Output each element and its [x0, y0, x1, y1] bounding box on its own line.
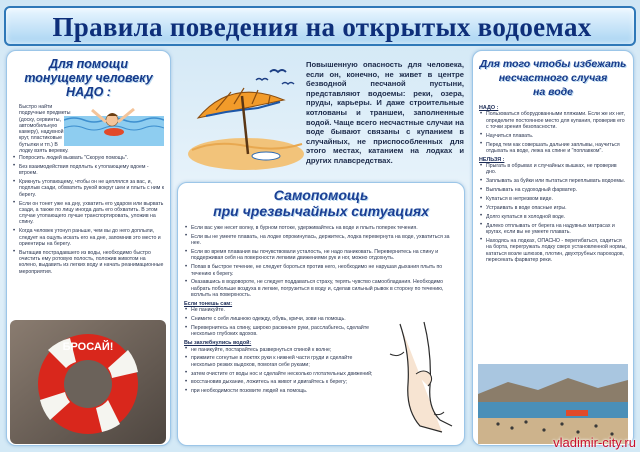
nado-list [479, 111, 627, 154]
center-sublist-2 [184, 347, 376, 395]
list-item: • Заплывать за буйки или пытаться переплывать водоемы. [479, 178, 627, 184]
center-heading-line-2: при чрезвычайных ситуациях [213, 203, 429, 219]
page-title: Правила поведения на открытых водоемах [52, 12, 592, 42]
left-heading-line-3: НАДО : [66, 85, 111, 99]
list-item: • Перевернитесь на спину, широко раскиньте руки, расслабьтесь, сделайте несколько глубоких вдохов. [184, 325, 376, 338]
right-heading-line-2: несчастного случая [498, 72, 608, 84]
buoy-label: БРОСАЙ! [62, 341, 114, 353]
shore-photo [478, 364, 628, 444]
right-heading-line-1: Для того чтобы избежать [479, 58, 627, 70]
list-item: • не паникуйте, постарайтесь развернуться спиной к волне; [184, 347, 376, 353]
drowning-swimmer-illustration [64, 106, 164, 146]
center-list [184, 225, 458, 298]
list-item: • Не паникуйте. [184, 307, 376, 313]
right-heading [473, 57, 633, 99]
left-heading-line-1: Для помощи [48, 57, 129, 71]
center-sublist-1 [184, 307, 376, 337]
right-text [473, 99, 633, 263]
list-item: • восстановив дыхание, ложитесь на живот и двигайтесь к берегу; [184, 379, 376, 385]
list-item: • Научиться плавать. [479, 133, 627, 139]
list-item: • Крикнуть утопающему, чтобы он не цеплялся за вас, и, подплыв сзади, обхватить рукой вокруг шеи и плыть с ним к берегу. [12, 179, 165, 198]
list-item: • Если во время плавания вы почувствовали усталость, не надо паниковать. Перевернитесь на спину и поддерживая себя на поверхности легкими движениями рук и ног, можно отдохнуть. [184, 249, 458, 262]
list-item: • Долго купаться в холодной воде. [479, 214, 627, 220]
title-banner [4, 6, 636, 46]
left-heading [7, 57, 170, 99]
nado-label: НАДО : [479, 105, 499, 111]
list-item: • Без взаимодействия подплыть к утопающему вдоем - втроем. [12, 164, 165, 177]
list-item: • Когда человек утонул раньше, чем вы до него доплыли, следует на ощупь искать его на дне, запомнив это место и ориентиры на берегу. [12, 228, 165, 247]
list-item: • Вытащив пострадавшего из воды, необходимо быстро очистить ему ротовую полость, положив животом на колено, выдавить из легких воду и начать реанимационные мероприятия. [12, 250, 165, 275]
list-item: • Находясь на лодках, ОПАСНО - перегибаться, садиться на борта, перегружать лодку сверх установленной нормы, кататься возле шлюзов, плотин, двухтрубных пароходов, пересекать фарватер реки. [479, 238, 627, 263]
list-item: • Если вы не умеете плавать, на лодке опрокинулась, держитесь, лодка перевернута на воде, ухватиться за нее. [184, 234, 458, 247]
list-item: • Если он тонет уже на дну, ухватить его ударом или вырвать сзади, а также по лицу иногда дать его обхватить. В этом случае утопающего лучше транспортировать, уложив на спину. [12, 201, 165, 226]
life-buoy-photo [10, 320, 166, 444]
list-item: • Купаться в нетрезвом виде. [479, 196, 627, 202]
list-item: • Устраивать в воде опасные игры. [479, 205, 627, 211]
beach-umbrella-illustration [186, 60, 304, 172]
list-item: • Перед тем как совершать дальние заплывы, научиться отдыхать на воде, лежа на спине и "поплавком". [479, 142, 627, 155]
center-heading [178, 187, 464, 219]
center-subheading-2: Вы захлебнулись водой: [184, 340, 252, 347]
list-item: • Попросить людей вызвать "Скорую помощь". [12, 155, 165, 161]
nelzya-label: НЕЛЬЗЯ : [479, 156, 505, 163]
list-item: • прижмите согнутые в локтях руки к нижней части груди и сделайте несколько резких выдохов, помогая себе руками; [184, 355, 376, 368]
list-item: • затем очистите от воды нос и сделайте несколько глотательных движений; [184, 371, 376, 377]
center-subheading-1: Если тонешь сам: [184, 300, 233, 307]
center-heading-line-1: Самопомощь [273, 187, 369, 203]
list-item: • Оказавшись в водовороте, не следует поддаваться страху, терять чувство самообладания. Необходимо набрать побольше воздуха в легкие, погрузиться в воду и, сделав сильный рывок в сторону по течению, всплыть на поверхность. [184, 279, 458, 298]
list-item: • Попав в быстрое течение, не следует бороться против него, необходимо не нарушая дыхания плыть по течению к берегу. [184, 264, 458, 277]
site-watermark: vladimir-city.ru [553, 435, 636, 450]
left-heading-line-2: тонущему человеку [24, 71, 153, 85]
intro-paragraph: Повышенную опасность для человека, если он, конечно, не живет в центре безводной песчаной пустыни, представляют водоемы: реки, озера, пруды, карьеры. И даже строительные котлованы и траншеи, заполненные водой. Чаще всего несчастные случаи на воде бывают связаны с купанием в случайных, не приспособленных для этого местах, катанием на лодках и других плавсредствах. [306, 60, 464, 165]
left-intro: Быстро найти подручные предметы (доску, сервинты, автомобильную камеру), надувной круг, пластиковые бутылки и тп.) В лодку взять веревку. [19, 104, 71, 155]
leg-cramp-illustration [380, 314, 462, 442]
list-item: • Выплывать на судоходный фарватер. [479, 187, 627, 193]
list-item: • Прыгать в обрывах и случайных вышках, не проверив дно. [479, 163, 627, 176]
left-list [12, 155, 165, 275]
list-item: • Пользоваться оборудованными пляжами. Если же их нет, определите постоянное место для купания, проверив его с точки зрения безопасности. [479, 111, 627, 130]
list-item: • Снимите с себя лишнюю одежду, обувь, кричи, зови на помощь. [184, 316, 376, 322]
right-heading-line-3: на воде [533, 86, 573, 98]
nelzya-list [479, 163, 627, 263]
list-item: • при необходимости позовите людей на помощь. [184, 388, 376, 394]
list-item: • Если вас уже несет волну, в бурном потоке, удерживайтесь на воде и плыть поперек течения. [184, 225, 458, 231]
list-item: • Далеко отплывать от берега на надувных матрасах и кругах, если вы не умеете плавать. [479, 223, 627, 236]
